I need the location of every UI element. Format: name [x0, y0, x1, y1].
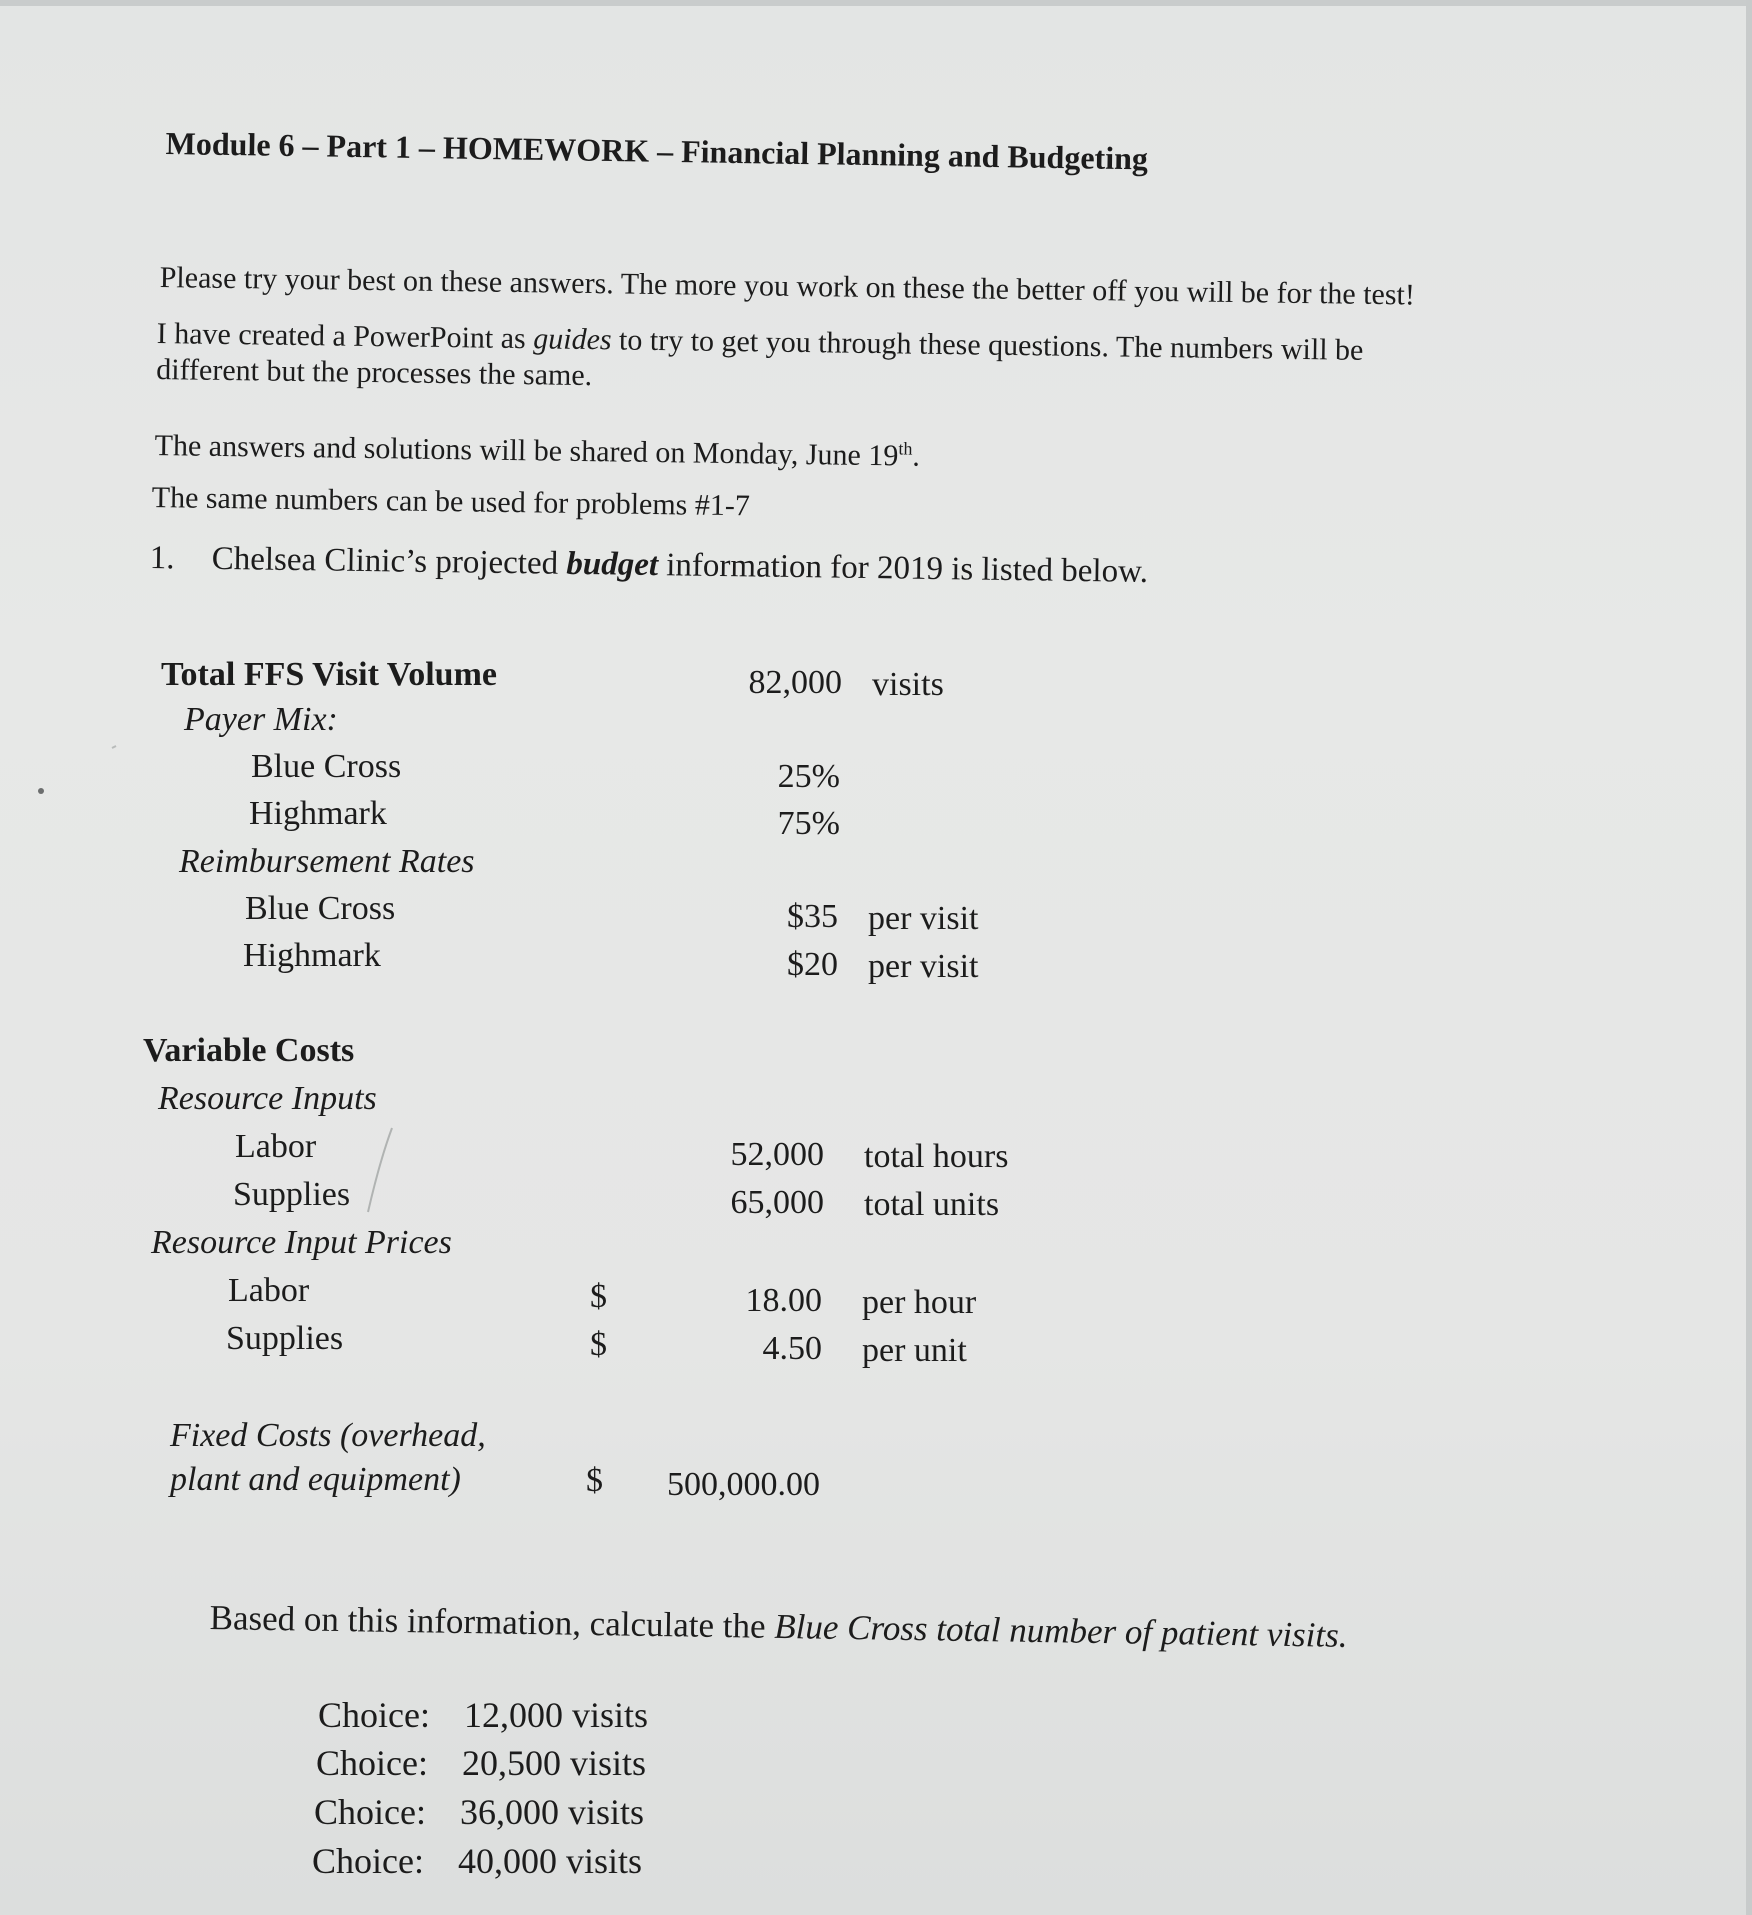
intro-p2-text-a: I have created a PowerPoint as: [156, 316, 534, 356]
intro-p2-text-b: to try to get you through these questions. The numbers will be: [611, 323, 1364, 367]
intro-p2-emphasis: guides: [533, 322, 612, 357]
choice-label: Choice:: [314, 1792, 426, 1832]
choice-value: 40,000 visits: [458, 1841, 643, 1881]
resource-prices-labor-label: Labor: [228, 1272, 310, 1309]
choice-label: Choice:: [316, 1743, 428, 1783]
question-1-text-a: Chelsea Clinic’s projected: [211, 540, 567, 582]
fixed-costs-value: 500,000.00: [667, 1466, 820, 1503]
question-prompt-text: Based on this information, calculate the: [209, 1598, 775, 1646]
choice-value: 36,000 visits: [460, 1792, 645, 1832]
reimbursement-rates-label: Reimbursement Rates: [179, 843, 475, 880]
payer-mix-label: Payer Mix:: [184, 701, 338, 738]
resource-prices-supplies-unit: per unit: [862, 1332, 967, 1369]
reimbursement-highmark-label: Highmark: [243, 937, 381, 974]
resource-prices-labor-currency: $: [590, 1278, 607, 1315]
reimbursement-blue-cross-label: Blue Cross: [245, 890, 396, 927]
resource-prices-labor-unit: per hour: [862, 1284, 977, 1321]
fixed-costs-currency: $: [586, 1462, 603, 1499]
payer-mix-highmark-label: Highmark: [249, 795, 387, 832]
intro-paragraph-4: The same numbers can be used for problems #1-7: [151, 480, 751, 523]
resource-prices-supplies-value: 4.50: [762, 1330, 822, 1367]
payer-mix-highmark-value: 75%: [777, 805, 840, 842]
payer-mix-blue-cross-value: 25%: [777, 758, 840, 795]
resource-inputs-labor-unit: total hours: [864, 1138, 1009, 1175]
resource-inputs-labor-value: 52,000: [730, 1136, 824, 1173]
question-1-text-b: information for 2019 is listed below.: [657, 547, 1149, 590]
reimbursement-highmark-unit: per visit: [868, 948, 979, 985]
intro-p3-text-b: .: [912, 439, 921, 473]
question-1-emphasis: budget: [566, 545, 659, 584]
resource-inputs-label: Resource Inputs: [158, 1080, 377, 1117]
question-prompt-emphasis: Blue Cross total number of patient visits.: [774, 1606, 1348, 1655]
resource-inputs-supplies-value: 65,000: [730, 1184, 824, 1221]
intro-paragraph-1: Please try your best on these answers. The more you work on these the better off you will be for the test!: [159, 260, 1416, 312]
reimbursement-highmark-value: $20: [787, 946, 838, 983]
fixed-costs-line-2: plant and equipment): [170, 1461, 461, 1498]
choice-value: 12,000 visits: [464, 1695, 649, 1735]
resource-prices-labor-value: 18.00: [745, 1282, 822, 1319]
choice-label: Choice:: [312, 1841, 424, 1881]
choice-label: Choice:: [318, 1695, 430, 1735]
choice-value: 20,500 visits: [462, 1743, 647, 1783]
resource-inputs-labor-label: Labor: [235, 1128, 317, 1165]
fixed-costs-line-1: Fixed Costs (overhead,: [170, 1417, 486, 1454]
intro-p3-superscript: th: [898, 438, 913, 459]
resource-prices-supplies-label: Supplies: [226, 1320, 344, 1357]
payer-mix-blue-cross-label: Blue Cross: [251, 748, 402, 785]
intro-p3-text-a: The answers and solutions will be shared on Monday, June 19: [154, 428, 899, 473]
resource-inputs-supplies-unit: total units: [864, 1186, 1000, 1223]
reimbursement-blue-cross-unit: per visit: [868, 900, 979, 937]
resource-input-prices-label: Resource Input Prices: [151, 1224, 452, 1261]
reimbursement-blue-cross-value: $35: [787, 898, 838, 935]
resource-inputs-supplies-label: Supplies: [233, 1176, 351, 1213]
total-ffs-unit: visits: [872, 666, 944, 703]
question-number: 1.: [149, 540, 175, 577]
intro-p2-line-2: different but the processes the same.: [156, 352, 593, 393]
document-title: Module 6 – Part 1 – HOMEWORK – Financial Planning and Budgeting: [165, 125, 1149, 177]
variable-costs-label: Variable Costs: [143, 1032, 355, 1069]
resource-prices-supplies-currency: $: [590, 1326, 607, 1363]
total-ffs-label: Total FFS Visit Volume: [161, 656, 497, 693]
total-ffs-value: 82,000: [748, 664, 842, 701]
